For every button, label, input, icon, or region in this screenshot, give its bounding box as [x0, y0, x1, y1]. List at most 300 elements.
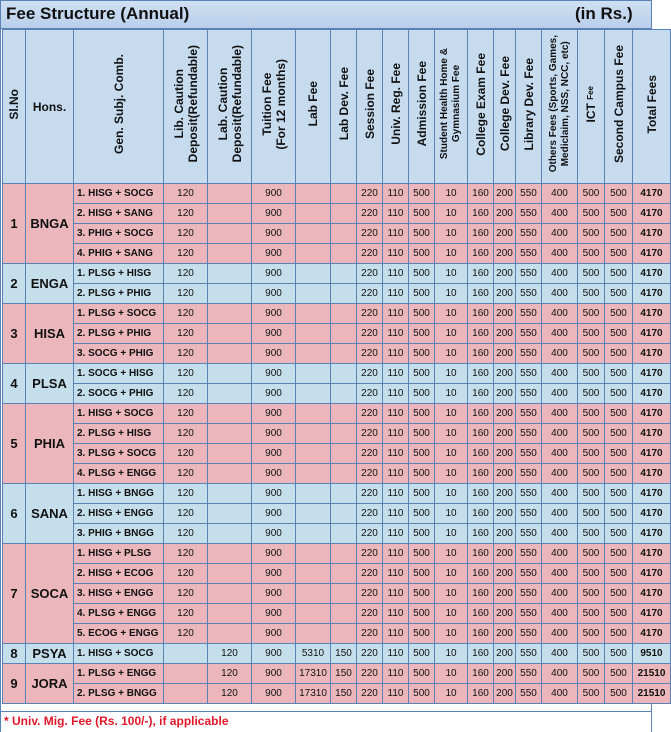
session-cell: 220 [357, 684, 383, 704]
others-cell: 400 [542, 424, 578, 444]
lab-fee-cell [296, 184, 331, 204]
session-cell: 220 [357, 404, 383, 424]
second-campus-cell: 500 [605, 244, 633, 264]
fee-table [2, 29, 671, 704]
health-cell: 10 [435, 584, 468, 604]
others-cell: 400 [542, 644, 578, 664]
tuition-cell: 900 [252, 424, 296, 444]
tuition-cell: 900 [252, 204, 296, 224]
tuition-cell: 900 [252, 444, 296, 464]
lab-fee-cell [296, 624, 331, 644]
admission-cell: 500 [409, 424, 435, 444]
ict-cell: 500 [578, 544, 605, 564]
library-dev-cell: 550 [516, 264, 542, 284]
sl-number: 9 [3, 664, 26, 704]
header-ict-fee: ICT Fee [578, 30, 605, 184]
session-cell: 220 [357, 564, 383, 584]
univ-reg-cell: 110 [383, 224, 409, 244]
college-dev-cell: 200 [494, 584, 516, 604]
subject-combination: 2. HISG + SANG [74, 204, 164, 224]
sl-number: 7 [3, 544, 26, 644]
subject-combination: 2. PLSG + HISG [74, 424, 164, 444]
admission-cell: 500 [409, 604, 435, 624]
lab-dev-cell [331, 304, 357, 324]
table-row [3, 404, 671, 424]
college-dev-cell: 200 [494, 324, 516, 344]
session-cell: 220 [357, 224, 383, 244]
college-dev-cell: 200 [494, 464, 516, 484]
lib-caution-cell: 120 [164, 524, 208, 544]
ict-cell: 500 [578, 364, 605, 384]
table-row [3, 344, 671, 364]
ict-cell: 500 [578, 264, 605, 284]
college-dev-cell: 200 [494, 244, 516, 264]
table-row [3, 524, 671, 544]
sl-number: 6 [3, 484, 26, 544]
total-fee-cell: 4170 [633, 184, 671, 204]
exam-cell: 160 [468, 624, 494, 644]
health-cell: 10 [435, 604, 468, 624]
header-second-campus-fee: Second Campus Fee [605, 30, 633, 184]
univ-reg-cell: 110 [383, 184, 409, 204]
total-fee-cell: 4170 [633, 584, 671, 604]
others-cell: 400 [542, 484, 578, 504]
exam-cell: 160 [468, 324, 494, 344]
lab-dev-cell [331, 504, 357, 524]
health-cell: 10 [435, 564, 468, 584]
lib-caution-cell: 120 [164, 264, 208, 284]
admission-cell: 500 [409, 544, 435, 564]
admission-cell: 500 [409, 624, 435, 644]
total-fee-cell: 4170 [633, 344, 671, 364]
fee-table-body [3, 184, 671, 704]
honours-code: SOCA [26, 544, 74, 644]
lab-dev-cell [331, 324, 357, 344]
second-campus-cell: 500 [605, 224, 633, 244]
college-dev-cell: 200 [494, 444, 516, 464]
subject-combination: 1. PLSG + ENGG [74, 664, 164, 684]
lib-caution-cell: 120 [164, 484, 208, 504]
ict-cell: 500 [578, 584, 605, 604]
others-cell: 400 [542, 664, 578, 684]
lab-fee-cell [296, 384, 331, 404]
college-dev-cell: 200 [494, 424, 516, 444]
lab-caution-cell [208, 244, 252, 264]
lab-caution-cell [208, 364, 252, 384]
second-campus-cell: 500 [605, 444, 633, 464]
second-campus-cell: 500 [605, 644, 633, 664]
session-cell: 220 [357, 664, 383, 684]
library-dev-cell: 550 [516, 624, 542, 644]
tuition-cell: 900 [252, 544, 296, 564]
tuition-cell: 900 [252, 464, 296, 484]
table-row [3, 324, 671, 344]
lab-fee-cell: 17310 [296, 684, 331, 704]
lab-dev-cell: 150 [331, 684, 357, 704]
header-row [3, 30, 671, 184]
lab-dev-cell [331, 264, 357, 284]
college-dev-cell: 200 [494, 304, 516, 324]
health-cell: 10 [435, 644, 468, 664]
tuition-cell: 900 [252, 604, 296, 624]
table-row [3, 564, 671, 584]
library-dev-cell: 550 [516, 604, 542, 624]
total-fee-cell: 4170 [633, 324, 671, 344]
health-cell: 10 [435, 664, 468, 684]
lib-caution-cell [164, 664, 208, 684]
college-dev-cell: 200 [494, 184, 516, 204]
lab-fee-cell [296, 324, 331, 344]
second-campus-cell: 500 [605, 204, 633, 224]
second-campus-cell: 500 [605, 344, 633, 364]
college-dev-cell: 200 [494, 504, 516, 524]
others-cell: 400 [542, 404, 578, 424]
college-dev-cell: 200 [494, 404, 516, 424]
lab-caution-cell [208, 264, 252, 284]
header-lab-caution: Lab. Caution Deposit(Refundable) [208, 30, 252, 184]
college-dev-cell: 200 [494, 564, 516, 584]
lab-caution-cell [208, 524, 252, 544]
admission-cell: 500 [409, 524, 435, 544]
health-cell: 10 [435, 624, 468, 644]
exam-cell: 160 [468, 304, 494, 324]
lib-caution-cell [164, 644, 208, 664]
header-admission-fee: Admission Fee [409, 30, 435, 184]
health-cell: 10 [435, 284, 468, 304]
table-row [3, 224, 671, 244]
lab-caution-cell [208, 304, 252, 324]
header-library-dev-fee: Library Dev. Fee [516, 30, 542, 184]
table-row [3, 604, 671, 624]
tuition-cell: 900 [252, 384, 296, 404]
lab-caution-cell [208, 584, 252, 604]
exam-cell: 160 [468, 464, 494, 484]
second-campus-cell: 500 [605, 284, 633, 304]
table-row [3, 304, 671, 324]
total-fee-cell: 4170 [633, 364, 671, 384]
exam-cell: 160 [468, 664, 494, 684]
lib-caution-cell: 120 [164, 224, 208, 244]
lab-dev-cell: 150 [331, 664, 357, 684]
ict-cell: 500 [578, 684, 605, 704]
header-exam-fee: College Exam Fee [468, 30, 494, 184]
second-campus-cell: 500 [605, 524, 633, 544]
college-dev-cell: 200 [494, 364, 516, 384]
lab-dev-cell [331, 484, 357, 504]
ict-cell: 500 [578, 604, 605, 624]
health-cell: 10 [435, 404, 468, 424]
session-cell: 220 [357, 464, 383, 484]
second-campus-cell: 500 [605, 484, 633, 504]
college-dev-cell: 200 [494, 284, 516, 304]
subject-combination: 2. SOCG + PHIG [74, 384, 164, 404]
others-cell: 400 [542, 324, 578, 344]
header-lab-dev-fee: Lab Dev. Fee [331, 30, 357, 184]
others-cell: 400 [542, 384, 578, 404]
ict-cell: 500 [578, 424, 605, 444]
tuition-cell: 900 [252, 344, 296, 364]
honours-code: BNGA [26, 184, 74, 264]
others-cell: 400 [542, 264, 578, 284]
second-campus-cell: 500 [605, 364, 633, 384]
total-fee-cell: 4170 [633, 244, 671, 264]
exam-cell: 160 [468, 504, 494, 524]
admission-cell: 500 [409, 444, 435, 464]
page-title: Fee Structure (Annual) [6, 4, 190, 23]
lab-fee-cell [296, 564, 331, 584]
tuition-cell: 900 [252, 284, 296, 304]
ict-cell: 500 [578, 384, 605, 404]
session-cell: 220 [357, 644, 383, 664]
univ-reg-cell: 110 [383, 644, 409, 664]
table-row [3, 364, 671, 384]
univ-reg-cell: 110 [383, 584, 409, 604]
univ-reg-cell: 110 [383, 244, 409, 264]
health-cell: 10 [435, 544, 468, 564]
subject-combination: 4. PLSG + ENGG [74, 464, 164, 484]
lib-caution-cell: 120 [164, 504, 208, 524]
total-fee-cell: 4170 [633, 224, 671, 244]
univ-reg-cell: 110 [383, 264, 409, 284]
tuition-cell: 900 [252, 364, 296, 384]
lab-fee-cell [296, 244, 331, 264]
library-dev-cell: 550 [516, 464, 542, 484]
total-fee-cell: 9510 [633, 644, 671, 664]
univ-reg-cell: 110 [383, 664, 409, 684]
college-dev-cell: 200 [494, 344, 516, 364]
health-cell: 10 [435, 344, 468, 364]
table-row [3, 384, 671, 404]
second-campus-cell: 500 [605, 264, 633, 284]
health-cell: 10 [435, 384, 468, 404]
total-fee-cell: 21510 [633, 684, 671, 704]
subject-combination: 3. PHIG + BNGG [74, 524, 164, 544]
tuition-cell: 900 [252, 624, 296, 644]
univ-reg-cell: 110 [383, 464, 409, 484]
library-dev-cell: 550 [516, 304, 542, 324]
title-bar [1, 1, 651, 29]
others-cell: 400 [542, 184, 578, 204]
lab-dev-cell [331, 624, 357, 644]
lab-caution-cell [208, 564, 252, 584]
second-campus-cell: 500 [605, 604, 633, 624]
session-cell: 220 [357, 344, 383, 364]
total-fee-cell: 4170 [633, 624, 671, 644]
lab-dev-cell [331, 284, 357, 304]
session-cell: 220 [357, 504, 383, 524]
univ-reg-cell: 110 [383, 284, 409, 304]
lab-caution-cell [208, 184, 252, 204]
lab-dev-cell [331, 604, 357, 624]
subject-combination: 1. HISG + BNGG [74, 484, 164, 504]
tuition-cell: 900 [252, 304, 296, 324]
tuition-cell: 900 [252, 224, 296, 244]
lab-fee-cell [296, 364, 331, 384]
exam-cell: 160 [468, 684, 494, 704]
session-cell: 220 [357, 484, 383, 504]
header-slno: Sl.No [3, 30, 26, 184]
exam-cell: 160 [468, 404, 494, 424]
exam-cell: 160 [468, 424, 494, 444]
admission-cell: 500 [409, 564, 435, 584]
admission-cell: 500 [409, 404, 435, 424]
college-dev-cell: 200 [494, 544, 516, 564]
total-fee-cell: 4170 [633, 284, 671, 304]
second-campus-cell: 500 [605, 664, 633, 684]
lab-caution-cell [208, 464, 252, 484]
session-cell: 220 [357, 524, 383, 544]
tuition-cell: 900 [252, 244, 296, 264]
tuition-cell: 900 [252, 524, 296, 544]
lab-caution-cell [208, 224, 252, 244]
tuition-cell: 900 [252, 564, 296, 584]
lib-caution-cell: 120 [164, 324, 208, 344]
session-cell: 220 [357, 204, 383, 224]
table-row [3, 684, 671, 704]
session-cell: 220 [357, 244, 383, 264]
table-row [3, 504, 671, 524]
univ-reg-cell: 110 [383, 364, 409, 384]
exam-cell: 160 [468, 244, 494, 264]
total-fee-cell: 4170 [633, 424, 671, 444]
lab-dev-cell [331, 584, 357, 604]
library-dev-cell: 550 [516, 524, 542, 544]
college-dev-cell: 200 [494, 484, 516, 504]
univ-reg-cell: 110 [383, 524, 409, 544]
univ-reg-cell: 110 [383, 484, 409, 504]
health-cell: 10 [435, 264, 468, 284]
honours-code: JORA [26, 664, 74, 704]
lab-dev-cell [331, 564, 357, 584]
header-health-fee: Student Health Home & Gymnasium Fee [435, 30, 468, 184]
lab-dev-cell [331, 344, 357, 364]
honours-code: SANA [26, 484, 74, 544]
table-row [3, 184, 671, 204]
lab-caution-cell [208, 344, 252, 364]
library-dev-cell: 550 [516, 384, 542, 404]
sl-number: 2 [3, 264, 26, 304]
admission-cell: 500 [409, 364, 435, 384]
exam-cell: 160 [468, 564, 494, 584]
health-cell: 10 [435, 364, 468, 384]
admission-cell: 500 [409, 344, 435, 364]
univ-reg-cell: 110 [383, 344, 409, 364]
lab-caution-cell [208, 424, 252, 444]
lab-dev-cell [331, 224, 357, 244]
exam-cell: 160 [468, 484, 494, 504]
admission-cell: 500 [409, 684, 435, 704]
tuition-cell: 900 [252, 264, 296, 284]
session-cell: 220 [357, 444, 383, 464]
header-total-fees: Total Fees [633, 30, 671, 184]
session-cell: 220 [357, 544, 383, 564]
second-campus-cell: 500 [605, 464, 633, 484]
second-campus-cell: 500 [605, 324, 633, 344]
tuition-cell: 900 [252, 684, 296, 704]
health-cell: 10 [435, 484, 468, 504]
lab-caution-cell [208, 624, 252, 644]
lab-caution-cell [208, 384, 252, 404]
second-campus-cell: 500 [605, 304, 633, 324]
college-dev-cell: 200 [494, 684, 516, 704]
subject-combination: 1. SOCG + HISG [74, 364, 164, 384]
table-row [3, 264, 671, 284]
library-dev-cell: 550 [516, 224, 542, 244]
ict-cell: 500 [578, 304, 605, 324]
univ-reg-cell: 110 [383, 624, 409, 644]
univ-reg-cell: 110 [383, 204, 409, 224]
header-gen-comb: Gen. Subj. Comb. [74, 30, 164, 184]
sl-number: 4 [3, 364, 26, 404]
session-cell: 220 [357, 624, 383, 644]
lib-caution-cell: 120 [164, 624, 208, 644]
others-cell: 400 [542, 624, 578, 644]
exam-cell: 160 [468, 184, 494, 204]
ict-cell: 500 [578, 504, 605, 524]
lib-caution-cell: 120 [164, 584, 208, 604]
table-row [3, 584, 671, 604]
session-cell: 220 [357, 384, 383, 404]
total-fee-cell: 4170 [633, 204, 671, 224]
others-cell: 400 [542, 584, 578, 604]
tuition-cell: 900 [252, 404, 296, 424]
lab-dev-cell [331, 404, 357, 424]
univ-reg-cell: 110 [383, 684, 409, 704]
lab-fee-cell [296, 584, 331, 604]
admission-cell: 500 [409, 324, 435, 344]
college-dev-cell: 200 [494, 224, 516, 244]
header-college-dev-fee: College Dev. Fee [494, 30, 516, 184]
library-dev-cell: 550 [516, 184, 542, 204]
lab-dev-cell [331, 364, 357, 384]
honours-code: ENGA [26, 264, 74, 304]
ict-cell: 500 [578, 244, 605, 264]
health-cell: 10 [435, 304, 468, 324]
admission-cell: 500 [409, 464, 435, 484]
exam-cell: 160 [468, 344, 494, 364]
college-dev-cell: 200 [494, 624, 516, 644]
lib-caution-cell: 120 [164, 384, 208, 404]
ict-cell: 500 [578, 184, 605, 204]
sl-number: 3 [3, 304, 26, 364]
univ-reg-cell: 110 [383, 444, 409, 464]
college-dev-cell: 200 [494, 524, 516, 544]
lab-fee-cell: 17310 [296, 664, 331, 684]
ict-cell: 500 [578, 464, 605, 484]
header-hons: Hons. [26, 30, 74, 184]
lib-caution-cell: 120 [164, 444, 208, 464]
header-lab-fee: Lab Fee [296, 30, 331, 184]
others-cell: 400 [542, 444, 578, 464]
lab-fee-cell: 5310 [296, 644, 331, 664]
univ-reg-cell: 110 [383, 304, 409, 324]
total-fee-cell: 4170 [633, 484, 671, 504]
tuition-cell: 900 [252, 504, 296, 524]
tuition-cell: 900 [252, 484, 296, 504]
header-lib-caution: Lib. Caution Deposit(Refundable) [164, 30, 208, 184]
lab-caution-cell [208, 204, 252, 224]
second-campus-cell: 500 [605, 424, 633, 444]
exam-cell: 160 [468, 384, 494, 404]
total-fee-cell: 4170 [633, 504, 671, 524]
health-cell: 10 [435, 444, 468, 464]
lib-caution-cell: 120 [164, 404, 208, 424]
others-cell: 400 [542, 364, 578, 384]
lab-fee-cell [296, 304, 331, 324]
second-campus-cell: 500 [605, 404, 633, 424]
lab-dev-cell [331, 524, 357, 544]
table-row [3, 444, 671, 464]
